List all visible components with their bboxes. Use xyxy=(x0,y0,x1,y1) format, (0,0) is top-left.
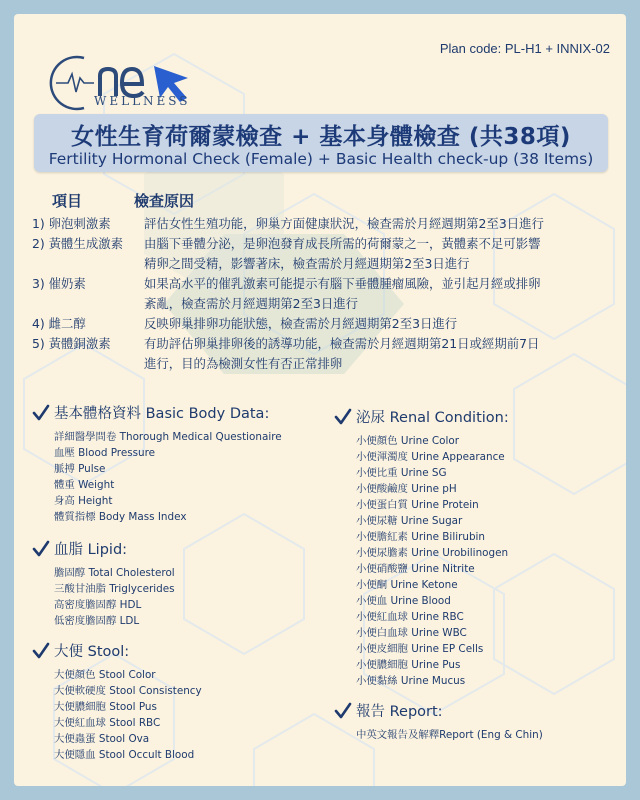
list-item: 大便膿細胞 Stool Pus xyxy=(54,701,157,713)
list-item: 脈搏 Pulse xyxy=(54,463,106,475)
poster-card xyxy=(14,14,626,786)
brand-logo xyxy=(42,36,212,126)
checkmark-icon xyxy=(32,540,50,558)
list-item: 高密度膽固醇 HDL xyxy=(54,599,142,611)
section-title-text: 大便 Stool: xyxy=(54,644,130,660)
list-item: 小便皮細胞 Urine EP Cells xyxy=(356,643,484,655)
section-item-list xyxy=(32,429,282,525)
list-item: 血壓 Blood Pressure xyxy=(54,447,156,459)
reason-row xyxy=(32,314,612,334)
list-item: 體重 Weight xyxy=(54,479,115,491)
list-item: 小便膽紅素 Urine Bilirubin xyxy=(356,531,486,543)
page-title: 女性生育荷爾蒙檢查 + 基本身體檢查 (共38項) xyxy=(71,124,571,150)
list-item: 小便白血球 Urine WBC xyxy=(356,627,467,639)
section-item-list xyxy=(334,433,509,689)
column-header-reason: 檢查原因 xyxy=(134,192,195,210)
section-title xyxy=(32,640,202,661)
list-item: 三酸甘油脂 Triglycerides xyxy=(54,583,175,595)
reason-item-name: 3) 催奶素 xyxy=(32,276,86,291)
reason-description xyxy=(144,274,612,314)
list-item: 體質指標 Body Mass Index xyxy=(54,511,187,523)
reason-description xyxy=(144,314,612,334)
list-item: 詳細醫學問卷 Thorough Medical Questionaire xyxy=(54,431,282,443)
list-item: 小便黏絲 Urine Mucus xyxy=(356,675,466,687)
list-item: 身高 Height xyxy=(54,495,113,507)
list-item: 小便血 Urine Blood xyxy=(356,595,451,607)
reason-description xyxy=(144,334,612,374)
list-item: 小便比重 Urine SG xyxy=(356,467,447,479)
logo-wordmark: WELLNESS xyxy=(94,94,191,108)
checkmark-icon xyxy=(32,404,50,422)
checkmark-icon xyxy=(334,408,352,426)
section-title-text: 基本體格資料 Basic Body Data: xyxy=(54,406,270,422)
reason-line: 精卵之間受精，影響著床，檢查需於月經週期第2至3日進行 xyxy=(144,256,470,271)
list-item: 大便隱血 Stool Occult Blood xyxy=(54,749,195,761)
list-item: 大便紅血球 Stool RBC xyxy=(54,717,161,729)
list-item: 小便顏色 Urine Color xyxy=(356,435,460,447)
section-title-text: 泌尿 Renal Condition: xyxy=(356,410,509,426)
reason-description xyxy=(144,234,612,274)
plan-code: Plan code: PL-H1 + INNIX-02 xyxy=(439,41,610,56)
list-item: 低密度膽固醇 LDL xyxy=(54,615,140,627)
section-title xyxy=(334,700,543,721)
reason-line: 進行，目的為檢測女性有否正常排卵 xyxy=(144,356,343,371)
checkmark-icon xyxy=(334,702,352,720)
test-reasons-table xyxy=(32,190,612,374)
list-item: 小便酸鹼度 Urine pH xyxy=(356,483,457,495)
list-item: 小便蛋白質 Urine Protein xyxy=(356,499,479,511)
list-item: 大便軟硬度 Stool Consistency xyxy=(54,685,202,697)
section-stool xyxy=(32,640,202,763)
section-lipid xyxy=(32,538,175,629)
reason-row xyxy=(32,214,612,234)
reason-item-name: 2) 黃體生成激素 xyxy=(32,236,123,251)
reason-line: 有助評估卵巢排卵後的誘導功能，檢查需於月經週期第21日或經期前7日 xyxy=(144,336,540,351)
reason-item-name: 4) 雌二醇 xyxy=(32,316,86,331)
section-title xyxy=(32,402,282,423)
section-title-text: 報告 Report: xyxy=(356,704,443,720)
reason-row xyxy=(32,274,612,314)
reason-description xyxy=(144,214,612,234)
section-item-list xyxy=(32,565,175,629)
reason-item-name: 1) 卵泡刺激素 xyxy=(32,216,111,231)
reason-line: 由腦下垂體分泌，是卵泡發育成長所需的荷爾蒙之一，黃體素不足可影響 xyxy=(144,236,541,251)
list-item: 小便膿細胞 Urine Pus xyxy=(356,659,461,671)
column-header-item: 項目 xyxy=(52,192,83,210)
reason-item-name: 5) 黃體銅激素 xyxy=(32,336,111,351)
section-title xyxy=(334,406,509,427)
section-renal xyxy=(334,406,509,689)
checkmark-icon xyxy=(32,642,50,660)
list-item: 小便渾濁度 Urine Appearance xyxy=(356,451,505,463)
list-item: 大便顏色 Stool Color xyxy=(54,669,156,681)
list-item: 小便酮 Urine Ketone xyxy=(356,579,458,591)
reason-row xyxy=(32,334,612,374)
list-item: 大便蟲蛋 Stool Ova xyxy=(54,733,150,745)
reasons-header xyxy=(32,190,612,214)
section-item-list xyxy=(334,727,543,743)
section-title xyxy=(32,538,175,559)
reason-line: 如果高水平的催乳激素可能提示有腦下垂體腫瘤風險，並引起月經或排卵 xyxy=(144,276,541,291)
list-item: 小便尿膽素 Urine Urobilinogen xyxy=(356,547,509,559)
reason-line: 反映卵巢排卵功能狀態，檢查需於月經週期第2至3日進行 xyxy=(144,316,458,331)
page-subtitle: Fertility Hormonal Check (Female) + Basic Health check-up (38 Items) xyxy=(48,150,594,168)
section-item-list xyxy=(32,667,202,763)
list-item: 中英文報告及解釋Report (Eng & Chin) xyxy=(356,729,543,741)
section-report xyxy=(334,700,543,743)
reason-line: 紊亂，檢查需於月經週期第2至3日進行 xyxy=(144,296,359,311)
list-item: 小便紅血球 Urine RBC xyxy=(356,611,464,623)
reason-row xyxy=(32,234,612,274)
list-item: 膽固醇 Total Cholesterol xyxy=(54,567,175,579)
list-item: 小便硝酸鹽 Urine Nitrite xyxy=(356,563,475,575)
section-basic-body-data xyxy=(32,402,282,525)
reason-line: 評估女性生殖功能，卵巢方面健康狀況，檢查需於月經週期第2至3日進行 xyxy=(144,216,544,231)
list-item: 小便尿糖 Urine Sugar xyxy=(356,515,463,527)
section-title-text: 血脂 Lipid: xyxy=(54,542,128,558)
